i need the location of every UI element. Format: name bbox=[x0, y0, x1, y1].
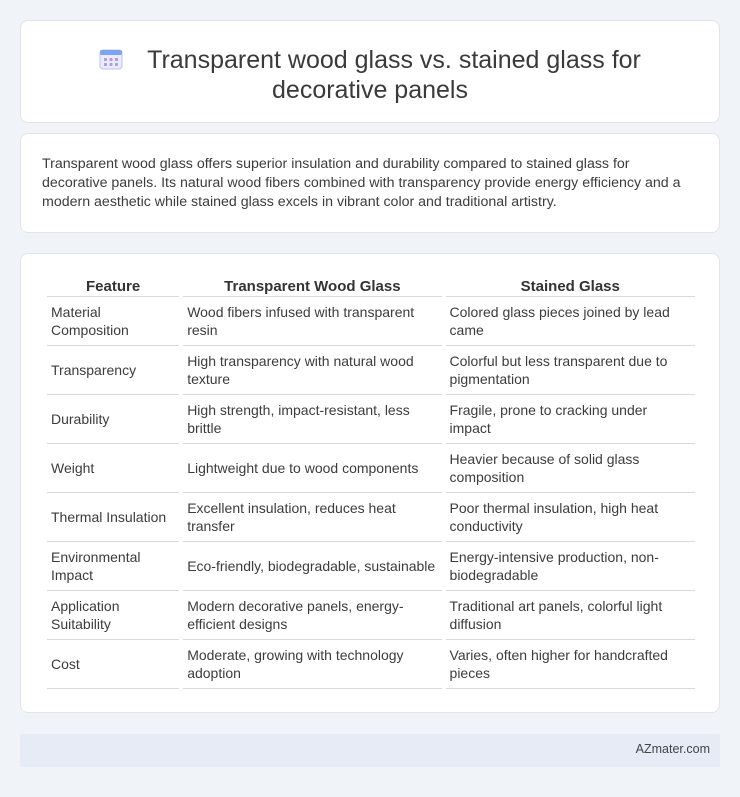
footer-bar bbox=[20, 734, 720, 767]
feature-cell: Environmental Impact bbox=[47, 542, 179, 591]
feature-cell: Application Suitability bbox=[47, 591, 179, 640]
transparent-wood-cell: High strength, impact-resistant, less brittle bbox=[183, 395, 441, 444]
table-row bbox=[47, 640, 695, 689]
header-stained-glass: Stained Glass bbox=[446, 275, 695, 297]
table-row bbox=[47, 493, 695, 542]
stained-glass-cell: Colored glass pieces joined by lead came bbox=[446, 297, 695, 346]
stained-glass-cell: Poor thermal insulation, high heat conductivity bbox=[446, 493, 695, 542]
transparent-wood-cell: Modern decorative panels, energy-efficient designs bbox=[183, 591, 441, 640]
page-title: Transparent wood glass vs. stained glass for decorative panels bbox=[147, 46, 641, 104]
transparent-wood-cell: Eco-friendly, biodegradable, sustainable bbox=[183, 542, 441, 591]
header-feature: Feature bbox=[47, 275, 179, 297]
comparison-table bbox=[43, 275, 699, 689]
stained-glass-cell: Fragile, prone to cracking under impact bbox=[446, 395, 695, 444]
feature-cell: Thermal Insulation bbox=[47, 493, 179, 542]
table-row bbox=[47, 346, 695, 395]
feature-cell: Cost bbox=[47, 640, 179, 689]
stained-glass-cell: Varies, often higher for handcrafted pieces bbox=[446, 640, 695, 689]
stained-glass-cell: Traditional art panels, colorful light diffusion bbox=[446, 591, 695, 640]
stained-glass-cell: Energy-intensive production, non-biodegradable bbox=[446, 542, 695, 591]
transparent-wood-cell: Wood fibers infused with transparent resin bbox=[183, 297, 441, 346]
table-row bbox=[47, 395, 695, 444]
comparison-card bbox=[20, 253, 720, 713]
transparent-wood-cell: Lightweight due to wood components bbox=[183, 444, 441, 493]
transparent-wood-cell: High transparency with natural wood texture bbox=[183, 346, 441, 395]
table-header-row bbox=[47, 275, 695, 297]
summary-card bbox=[20, 133, 720, 233]
page-title-row bbox=[21, 45, 719, 105]
stained-glass-cell: Colorful but less transparent due to pigmentation bbox=[446, 346, 695, 395]
transparent-wood-cell: Excellent insulation, reduces heat transfer bbox=[183, 493, 441, 542]
stained-glass-cell: Heavier because of solid glass composition bbox=[446, 444, 695, 493]
summary-text: Transparent wood glass offers superior insulation and durability compared to stained glass for decorative panels. Its natural wood fibers combined with transparency provide energy efficiency and a modern aesthetic while stained glass excels in vibrant color and traditional artistry. bbox=[42, 156, 681, 210]
table-row bbox=[47, 297, 695, 346]
table-row bbox=[47, 542, 695, 591]
calendar-icon bbox=[99, 48, 123, 70]
footer-brand[interactable]: AZmater.com bbox=[635, 742, 710, 756]
header-transparent-wood-glass: Transparent Wood Glass bbox=[183, 275, 441, 297]
feature-cell: Material Composition bbox=[47, 297, 179, 346]
feature-cell: Durability bbox=[47, 395, 179, 444]
table-row bbox=[47, 444, 695, 493]
feature-cell: Weight bbox=[47, 444, 179, 493]
title-card bbox=[20, 20, 720, 123]
table-row bbox=[47, 591, 695, 640]
transparent-wood-cell: Moderate, growing with technology adoption bbox=[183, 640, 441, 689]
feature-cell: Transparency bbox=[47, 346, 179, 395]
